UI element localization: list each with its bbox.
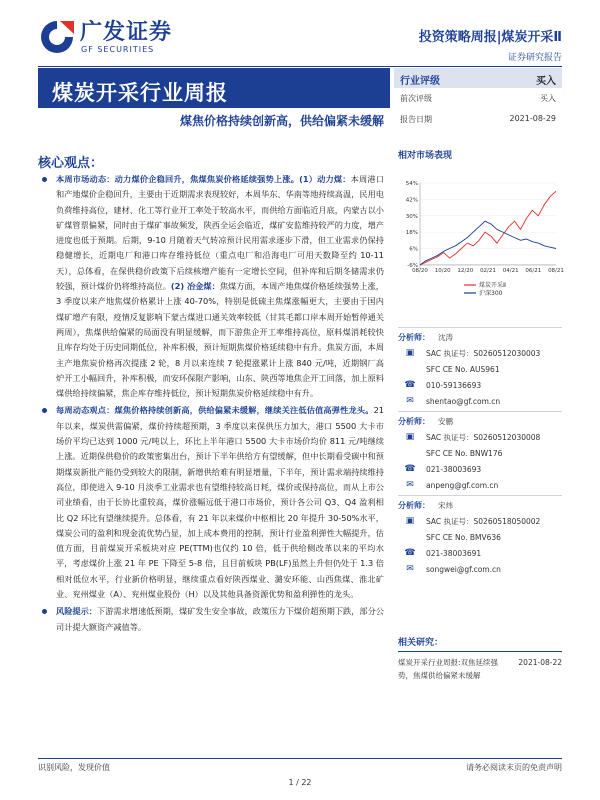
report-date-row [394, 109, 562, 130]
logo-text-en: GF SECURITIES [81, 44, 155, 54]
related-item-date: 2021-08-22 [518, 658, 562, 667]
analyst-phone: 021-38003691 [426, 548, 482, 558]
analyst-phone-row [398, 545, 562, 561]
phone-icon: ☎ [404, 380, 416, 390]
previous-rating-row [394, 88, 562, 109]
analyst-label: 分析师： [398, 332, 430, 342]
previous-rating-label: 前次评级 [400, 94, 432, 103]
analyst-email-row [398, 393, 562, 409]
analyst-email[interactable]: songwei@gf.com.cn [426, 564, 501, 574]
analyst-label: 分析师： [398, 416, 430, 426]
rating-box [394, 68, 562, 130]
company-logo [38, 18, 172, 56]
x-tick-label: 12/20 [457, 267, 474, 274]
id-card-icon: ▣ [405, 516, 415, 526]
y-tick-label: 18% [405, 230, 418, 237]
y-tick-label: 6% [409, 246, 418, 253]
x-tick-label: 04/21 [502, 267, 519, 274]
analyst-name: 宋炜 [438, 500, 453, 510]
rating-value: 买入 [536, 76, 556, 87]
market-performance [398, 148, 562, 305]
phone-icon: ☎ [404, 464, 416, 474]
rating-label: 行业评级 [400, 76, 440, 87]
analyst-email[interactable]: shentao@gf.com.cn [426, 396, 501, 406]
analyst-block-1 [398, 326, 562, 409]
paragraph-text: 21 年以来，煤炭供需偏紧，煤价持续超预期，3 季度以来保供压力加大，港口 5500 大卡市场价平均已达到 1000 元/吨以上，环比上半年港口 5500 大卡市场价均价 811 元/吨继续上涨。近期保供稳价的政策密集出台，预计下半年供给方有望缓解，但中长期看受碳中和预期煤炭新批产能仍受到较大的限制，新增供给难有明显增量，下半年，预计需求端持续维持高位，即使进入 9-10 月淡季工业需求也有望维持较高日耗，煤价或保持高位，而从上市公司业绩看，由于长协比重较高，煤价涨幅远低于港口市场价，预计各公司 Q3、Q4 盈利相比 Q2 环比有望继续提升。总体看，有 21 年以来煤价中枢相比 20 年提升 30-50%水平，煤炭公司的盈利和现金流优势凸显，加上成本费用的控制，预计行业盈利弹性大幅提升，估值方面，目前煤炭开采板块对应 PE(TTM)也仅约 10 倍，低于供给侧改革以来的平均水平，考虑煤价上涨 21 年 PE 下降至 5-8 倍，且目前板块 PB(LF)虽然上升但仍处于 1.3 倍相对低位水平，行业新价格明显，继续重点看好陕西煤业、潞安环能、山西焦煤、淮北矿业、兖州煤业（A）、兖州煤业股份（H）以及其他具备资源优势和盈利弹性的龙头。 [56, 405, 384, 600]
analyst-phone: 021-38003693 [426, 464, 482, 474]
analyst-phone: 010-59136693 [426, 380, 482, 390]
logo-text-cn: 广发证券 [80, 19, 173, 45]
analyst-name-row [398, 413, 562, 429]
analyst-phone-row [398, 377, 562, 393]
report-date-label: 报告日期 [400, 115, 432, 124]
x-tick-label: 02/21 [480, 267, 496, 274]
page-number: 1 / 22 [288, 778, 312, 787]
y-tick-label: 54% [405, 181, 418, 187]
core-views-body [38, 172, 384, 637]
chart-title: 相对市场表现 [398, 151, 453, 161]
legend-label: 沪深300 [479, 290, 503, 297]
y-tick-label: 42% [405, 197, 418, 204]
analyst-sac-row [398, 513, 562, 529]
paragraph-weekly-view [38, 403, 384, 602]
analyst-name: 沈涛 [438, 332, 453, 342]
x-tick-label: 08/20 [412, 267, 428, 274]
analyst-block-3 [398, 494, 562, 577]
paragraph-market-dynamics [38, 172, 384, 401]
analyst-phone-row [398, 461, 562, 477]
report-title: 煤炭开采行业周报 [38, 68, 390, 108]
analyst-email-row [398, 477, 562, 493]
previous-rating-value: 买入 [540, 94, 556, 103]
paragraph-text: 本周港口和产地煤价企稳回升，主要由于近期需求表现较好，本周华东、华南等地持续高温，民用电负荷维持高位，建材、化工等行业开工率处于较高水平，而供给方面临近月底，内蒙古以小矿煤管票偏紧，同时由于煤矿事故频发，陕西全运会临近，煤矿安监维持较严的力度，增产进度也低于预期。后期，9-10 月随着天气转凉预计民用需求逐步下滑，但工业需求仍保持稳健增长，近期电厂和港口库存维持低位（重点电厂和沿海电厂可用天数降至约 10-11 天），总体看，在保供稳价政策下后续核增产能有一定增长空间，但补库和后期冬储需求仍较强，预计煤价仍将维持高位。 [56, 174, 384, 292]
y-tick-label: 30% [405, 213, 418, 220]
analyst-email[interactable]: anpeng@gf.com.cn [426, 480, 499, 490]
email-icon: ✉ [406, 480, 414, 490]
email-icon: ✉ [406, 396, 414, 406]
core-views-title: 核心观点： [38, 156, 104, 171]
divider [398, 411, 562, 412]
paragraph-text: 下游需求增速低预期，煤矿发生安全事故，政策压力下煤价超预期下跌，部分公司计提大额资产减值等。 [56, 606, 384, 632]
analyst-sfc: SFC CE No. AUS961 [426, 364, 500, 374]
report-subtype: 证券研究报告 [507, 53, 562, 63]
analyst-sac-row [398, 429, 562, 445]
id-card-icon: ▣ [405, 348, 415, 358]
analyst-sfc-row [398, 529, 562, 545]
paragraph-text: 焦煤方面，本周产地焦煤价格延续强势上涨，3 季度以来产地焦煤价格累计上涨 40-70%，特别是低硫主焦煤涨幅更大，主要由于国内煤矿增产有限，疫情反复影响下蒙古煤进口通关效率较低（甘其毛都口岸本周开始暂停通关两周），焦煤供给偏紧的局面没有明显缓解，而下游焦企开工率维持高位，原料煤消耗较快且库存均处于历史同期低位，补库积极，预计短期焦煤价格延续稳中有升。焦炭方面，本周主产地焦炭价格再次提涨 2 轮，8 月以来连续 7 轮提涨累计上涨 840 元/吨，近期钢厂高炉开工小幅回升，补库积极，而安环保限产影响，山东、陕西等地焦企开工回落，加上原料煤供给持续偏紧，焦企库存维持低位，预计短期焦炭价格延续稳中有升。 [56, 281, 384, 399]
analyst-sac: SAC 执证号：S0260512030008 [426, 432, 541, 442]
report-date-value: 2021-08-29 [509, 114, 556, 123]
related-research-title: 相关研究： [398, 635, 562, 652]
bullet-icon [42, 408, 47, 413]
analyst-sac: SAC 执证号：S0260518050002 [426, 516, 541, 526]
legend-label: 煤炭开采Ⅱ [479, 282, 506, 289]
analyst-sfc-row [398, 361, 562, 377]
phone-icon: ☎ [404, 548, 416, 558]
analyst-sfc: SFC CE No. BNW176 [426, 448, 503, 458]
analyst-name-row [398, 497, 562, 513]
x-tick-label: 10/20 [434, 267, 451, 274]
related-item-text[interactable]: 煤炭开采行业周报:双焦延续强势，焦煤供给偏紧未缓解 [398, 658, 499, 680]
bullet-icon [42, 177, 47, 182]
analyst-email-row [398, 561, 562, 577]
market-performance-chart [398, 161, 562, 301]
analyst-sac-row [398, 345, 562, 361]
footer-divider [38, 758, 562, 759]
analyst-block-2 [398, 410, 562, 493]
divider [398, 327, 562, 328]
id-card-icon: ▣ [405, 432, 415, 442]
related-item[interactable] [398, 656, 562, 682]
analyst-sfc-row [398, 445, 562, 461]
logo-mark-icon [38, 18, 76, 56]
analyst-label: 分析师： [398, 500, 430, 510]
x-tick-label: 08/21 [548, 267, 564, 274]
analyst-name-row [398, 329, 562, 345]
header-divider [38, 66, 562, 67]
rating-header [394, 68, 562, 88]
email-icon: ✉ [406, 564, 414, 574]
report-type: 投资策略周报|煤炭开采Ⅱ [418, 30, 562, 45]
analyst-name: 安鹏 [438, 416, 453, 426]
series-line-2 [420, 221, 556, 265]
bullet-icon [42, 609, 47, 614]
footer-disclaimer: 请务必阅读末页的免责声明 [466, 763, 562, 772]
paragraph-lead: 每周动态观点：煤焦价格持续创新高，供给偏紧未缓解，继续关注低估值高弹性龙头。 [56, 405, 374, 416]
report-subtitle: 煤焦价格持续创新高，供给偏紧未缓解 [179, 114, 384, 128]
analyst-sfc: SFC CE No. BMV636 [426, 532, 501, 542]
y-tick-label: -6% [407, 262, 418, 269]
x-tick-label: 06/21 [525, 267, 542, 274]
paragraph-risk [38, 604, 384, 635]
related-research [398, 635, 562, 682]
paragraph-lead: (2) 冶金煤： [170, 281, 220, 292]
paragraph-lead: 本周市场动态：动力煤价企稳回升，焦煤焦炭价格延续强势上涨。(1）动力煤： [56, 174, 351, 184]
footer-slogan: 识别风险，发现价值 [38, 763, 110, 772]
analyst-sac: SAC 执证号：S0260512030003 [426, 348, 541, 358]
report-header [419, 26, 562, 63]
paragraph-lead: 风险提示： [56, 606, 97, 617]
divider [398, 495, 562, 496]
